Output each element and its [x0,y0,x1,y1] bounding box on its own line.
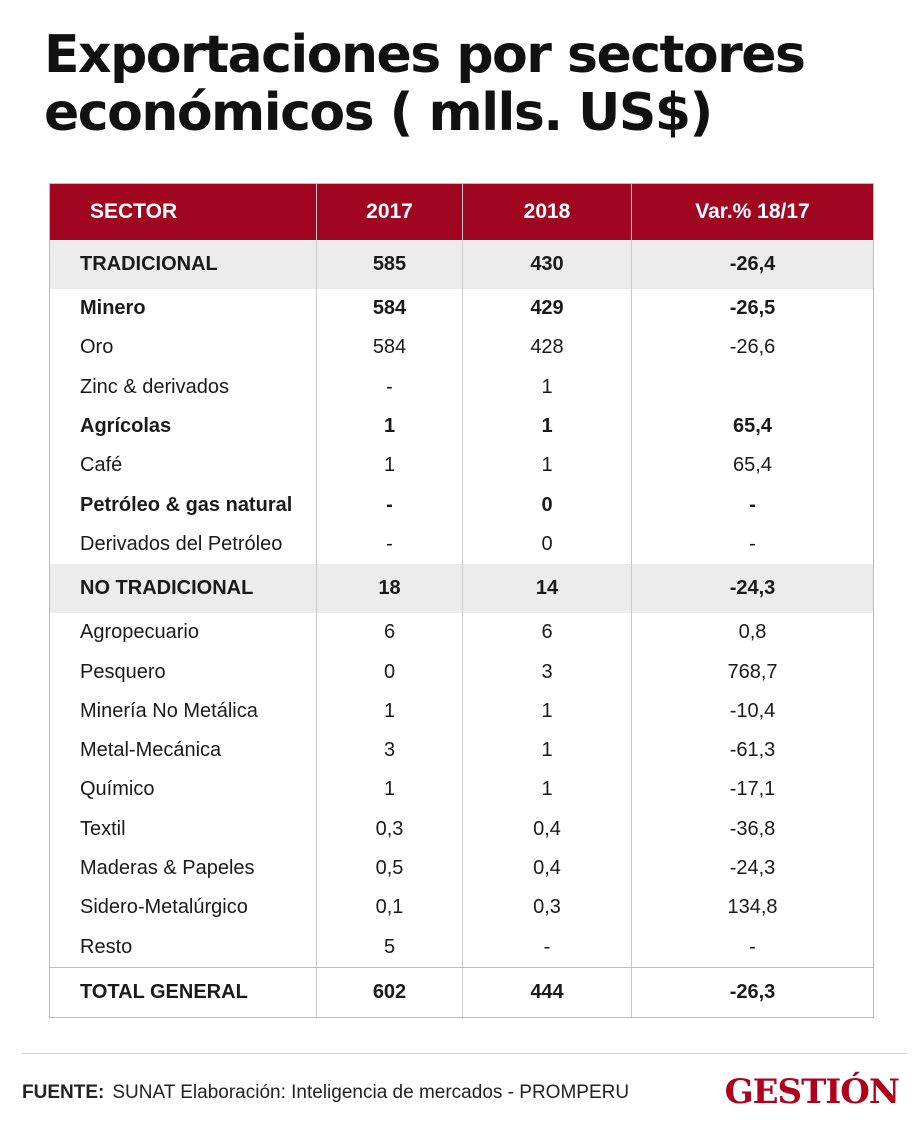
table-row [50,328,873,367]
value-cell: - [317,485,463,524]
value-cell: - [749,532,756,555]
sector-name-cell: Agrícolas [50,407,317,446]
sector-name-cell: Zinc & derivados [50,368,317,407]
value-cell: 585 [317,240,463,289]
table-row [50,652,873,691]
value-cell: 1 [463,407,632,446]
value-cell: 0,1 [317,888,463,927]
value-cell: 65,4 [733,454,772,477]
value-cell: -61,3 [729,739,776,762]
value-cell: 0 [317,652,463,691]
value-cell: 1 [463,692,632,731]
value-cell: - [317,525,463,564]
value-cell: -24,3 [729,857,776,879]
sector-name-cell: Minero [50,289,317,328]
table-row [50,368,873,407]
value-cell: 1 [463,368,632,407]
value-cell: -10,4 [729,699,776,722]
source-label: FUENTE: [22,1082,105,1103]
column-header-variation: Var.% 18/17 [695,200,810,223]
value-cell: 0,3 [317,810,463,849]
table-row [50,525,873,564]
value-cell: -17,1 [729,778,776,801]
table-row [50,967,873,1017]
sector-name-cell: Metal-Mecánica [50,731,317,770]
gestion-logo: GESTIÓN [724,1072,899,1112]
source-note [22,1082,629,1104]
value-cell: 1 [317,770,463,809]
value-cell: 584 [317,289,463,328]
value-cell [632,368,873,407]
value-cell: 768,7 [727,660,778,683]
value-cell: 5 [317,927,463,966]
value-cell: 0 [463,485,632,524]
value-cell: 1 [463,446,632,485]
sector-name-cell: Maderas & Papeles [50,849,317,888]
value-cell: - [749,935,756,958]
table-row [50,613,873,652]
table-row [50,407,873,446]
table-row [50,731,873,770]
page-title: Exportaciones por sectores económicos ( mlls. US$) [44,25,805,143]
sector-name-cell: Químico [50,770,317,809]
sector-name-cell: Resto [50,927,317,966]
table-body [50,240,873,1017]
sector-name-cell: Derivados del Petróleo [50,525,317,564]
value-cell: 6 [317,613,463,652]
value-cell: 0,8 [738,621,767,644]
sector-name-cell: Café [50,446,317,485]
value-cell: -24,3 [729,577,776,600]
source-text: SUNAT Elaboración: Inteligencia de mercados - PROMPERU [112,1082,630,1103]
value-cell: 0,4 [463,810,632,849]
value-cell: 584 [317,328,463,367]
value-cell: -26,6 [729,336,776,359]
value-cell: - [749,493,756,516]
sector-name-cell: NO TRADICIONAL [50,564,317,613]
table-row [50,770,873,809]
table-row [50,485,873,524]
value-cell: - [463,927,632,966]
sector-name-cell: Petróleo & gas natural [50,485,317,524]
table-row [50,810,873,849]
value-cell: 134,8 [727,896,778,919]
value-cell: 0,4 [463,849,632,888]
sector-name-cell: Pesquero [50,652,317,691]
value-cell: -26,3 [729,980,776,1003]
value-cell: -36,8 [729,817,776,840]
value-cell: 430 [463,240,632,289]
value-cell: 1 [317,692,463,731]
sector-name-cell: TRADICIONAL [50,240,317,289]
value-cell: - [317,368,463,407]
table-row [50,927,873,966]
value-cell: 0,5 [317,849,463,888]
sector-name-cell: Oro [50,328,317,367]
value-cell: 602 [317,968,463,1017]
footer-divider [22,1053,907,1054]
table-row [50,888,873,927]
column-header-2017: 2017 [317,184,463,240]
table-row [50,564,873,613]
value-cell: 0,3 [463,888,632,927]
table-row [50,240,873,289]
table-row [50,692,873,731]
value-cell: 1 [463,731,632,770]
value-cell: 0 [463,525,632,564]
value-cell: -26,5 [729,297,776,320]
table-row [50,289,873,328]
exports-table [49,183,874,1018]
value-cell: 6 [463,613,632,652]
value-cell: 14 [463,564,632,613]
value-cell: 18 [317,564,463,613]
value-cell: 444 [463,968,632,1017]
table-row [50,446,873,485]
value-cell: 1 [317,446,463,485]
value-cell: 428 [463,328,632,367]
value-cell: 3 [463,652,632,691]
column-header-2018: 2018 [463,184,632,240]
sector-name-cell: Textil [50,810,317,849]
sector-name-cell: Agropecuario [50,613,317,652]
sector-name-cell: Minería No Metálica [50,692,317,731]
table-header [50,184,873,240]
sector-name-cell: Sidero-Metalúrgico [50,888,317,927]
value-cell: 65,4 [733,415,772,438]
value-cell: -26,4 [729,253,776,275]
column-header-sector: SECTOR [50,184,317,240]
sector-name-cell: TOTAL GENERAL [50,968,317,1017]
table-row [50,849,873,888]
value-cell: 429 [463,289,632,328]
value-cell: 3 [317,731,463,770]
value-cell: 1 [463,770,632,809]
value-cell: 1 [317,407,463,446]
